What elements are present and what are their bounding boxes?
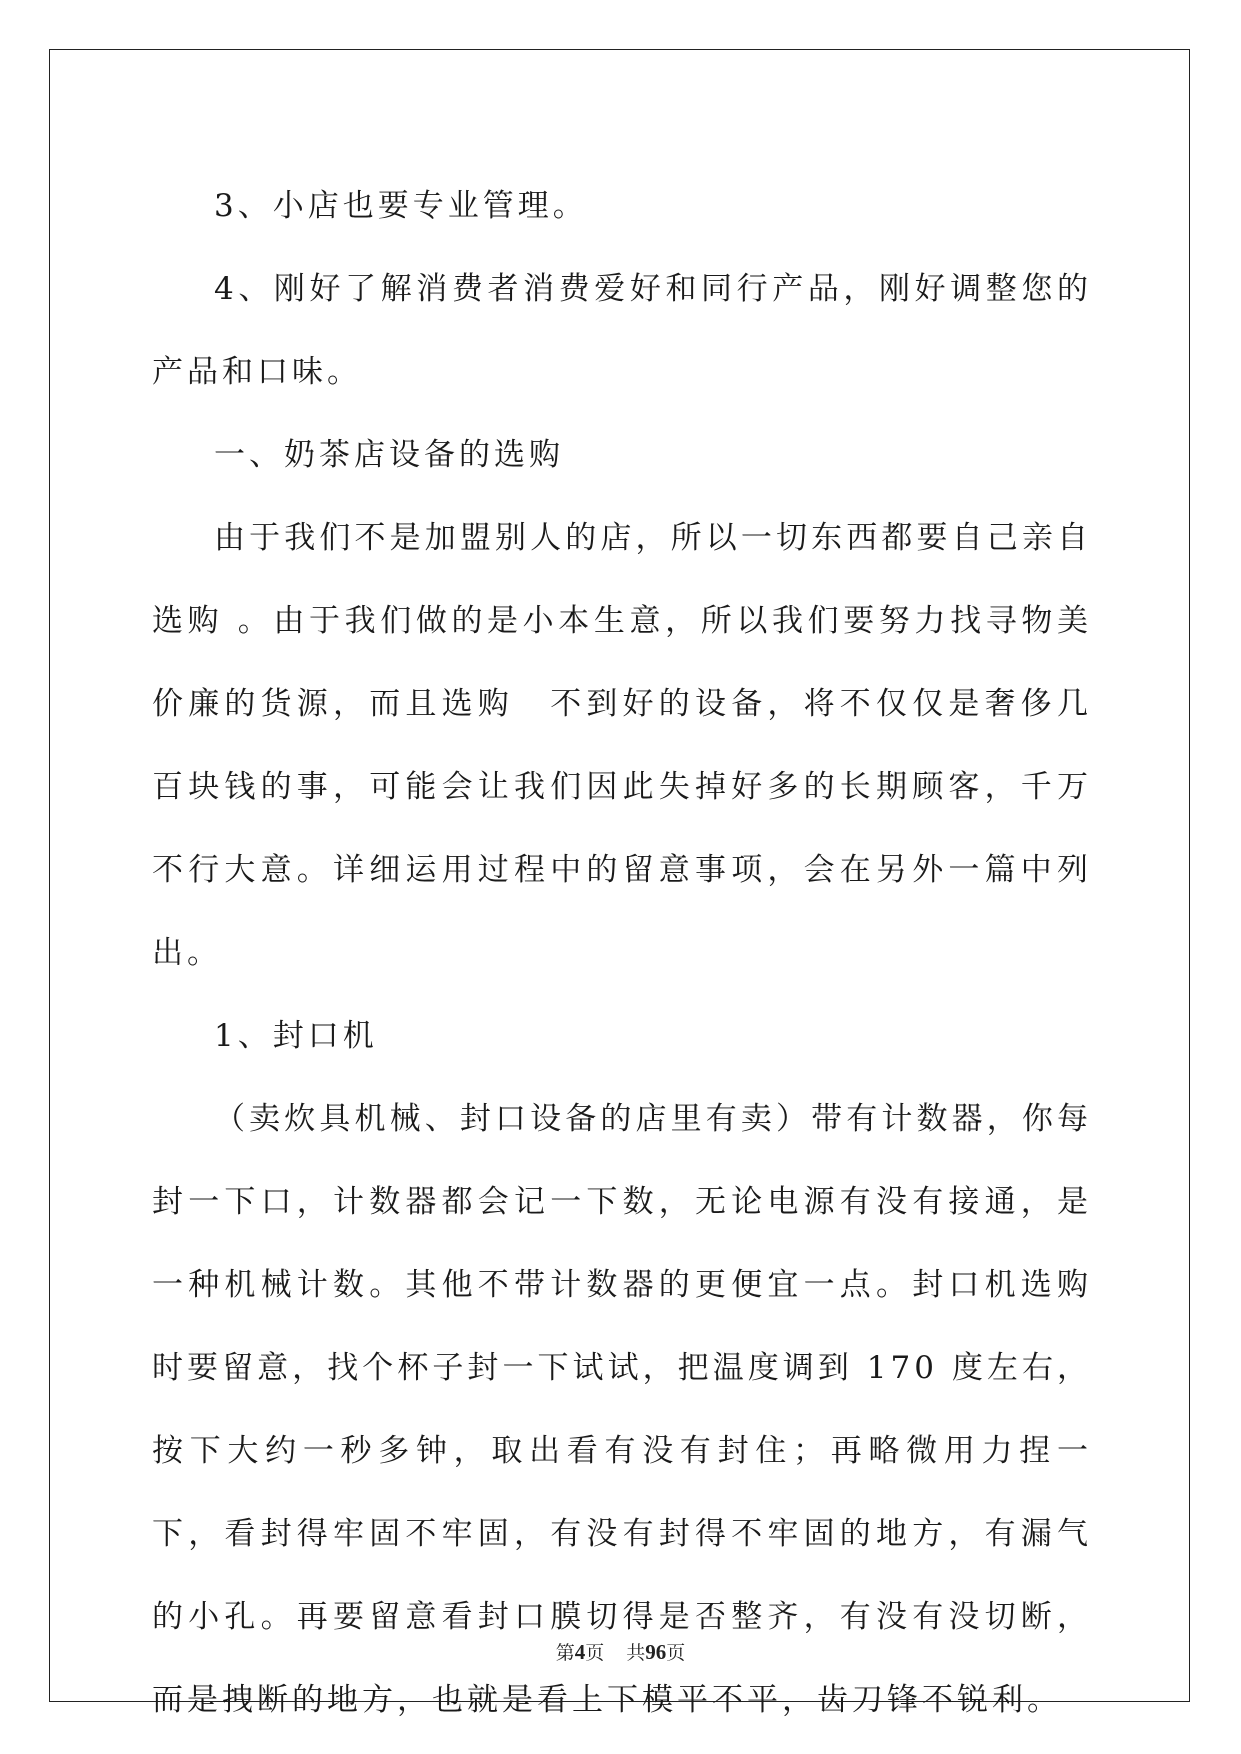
page-number: 4 [574,1640,586,1664]
document-body [152,165,1092,1742]
subsection-heading: 1、封口机 [214,1018,378,1054]
page-footer [0,1638,1241,1665]
section-heading: 一、奶茶店设备的选购 [214,437,564,473]
paragraph-4: （卖炊具机械、封口设备的店里有卖）带有计数器，你每封一下口，计数器都会记一下数，无论电源有没有接通，是一种机械计数。其他不带计数器的更便宜一点。封口机选购时要留意，找个杯子封一下试试，把温度调到 170 度左右，按下大约一秒多钟，取出看有没有封住；再略微用力捏一下，看封得牢固不牢固，有没有封得不牢固的地方，有漏气的小孔。再要留意看封口膜切得是否整齐，有没有没切断，而是拽断的地方，也就是看上下模平不平，齿刀锋不锐利。 [152,1101,1092,1718]
page-suffix: 页 [585,1642,605,1664]
total-suffix: 页 [666,1642,686,1664]
paragraph-1: 3、小店也要专业管理。 [214,188,588,224]
paragraph-3: 由于我们不是加盟别人的店，所以一切东西都要自己亲自选购 。由于我们做的是小本生意，所以我们要努力找寻物美价廉的货源，而且选购 不到好的设备，将不仅仅是奢侈几百块钱的事，可能会让我们因此失掉好多的长期顾客，千万不行大意。详细运用过程中的留意事项，会在另外一篇中列出。 [152,520,1092,971]
page-prefix: 第 [555,1642,575,1664]
total-pages: 96 [645,1640,667,1664]
total-prefix: 共 [626,1642,646,1664]
paragraph-2: 4、刚好了解消费者消费爱好和同行产品，刚好调整您的产品和口味。 [152,271,1092,390]
